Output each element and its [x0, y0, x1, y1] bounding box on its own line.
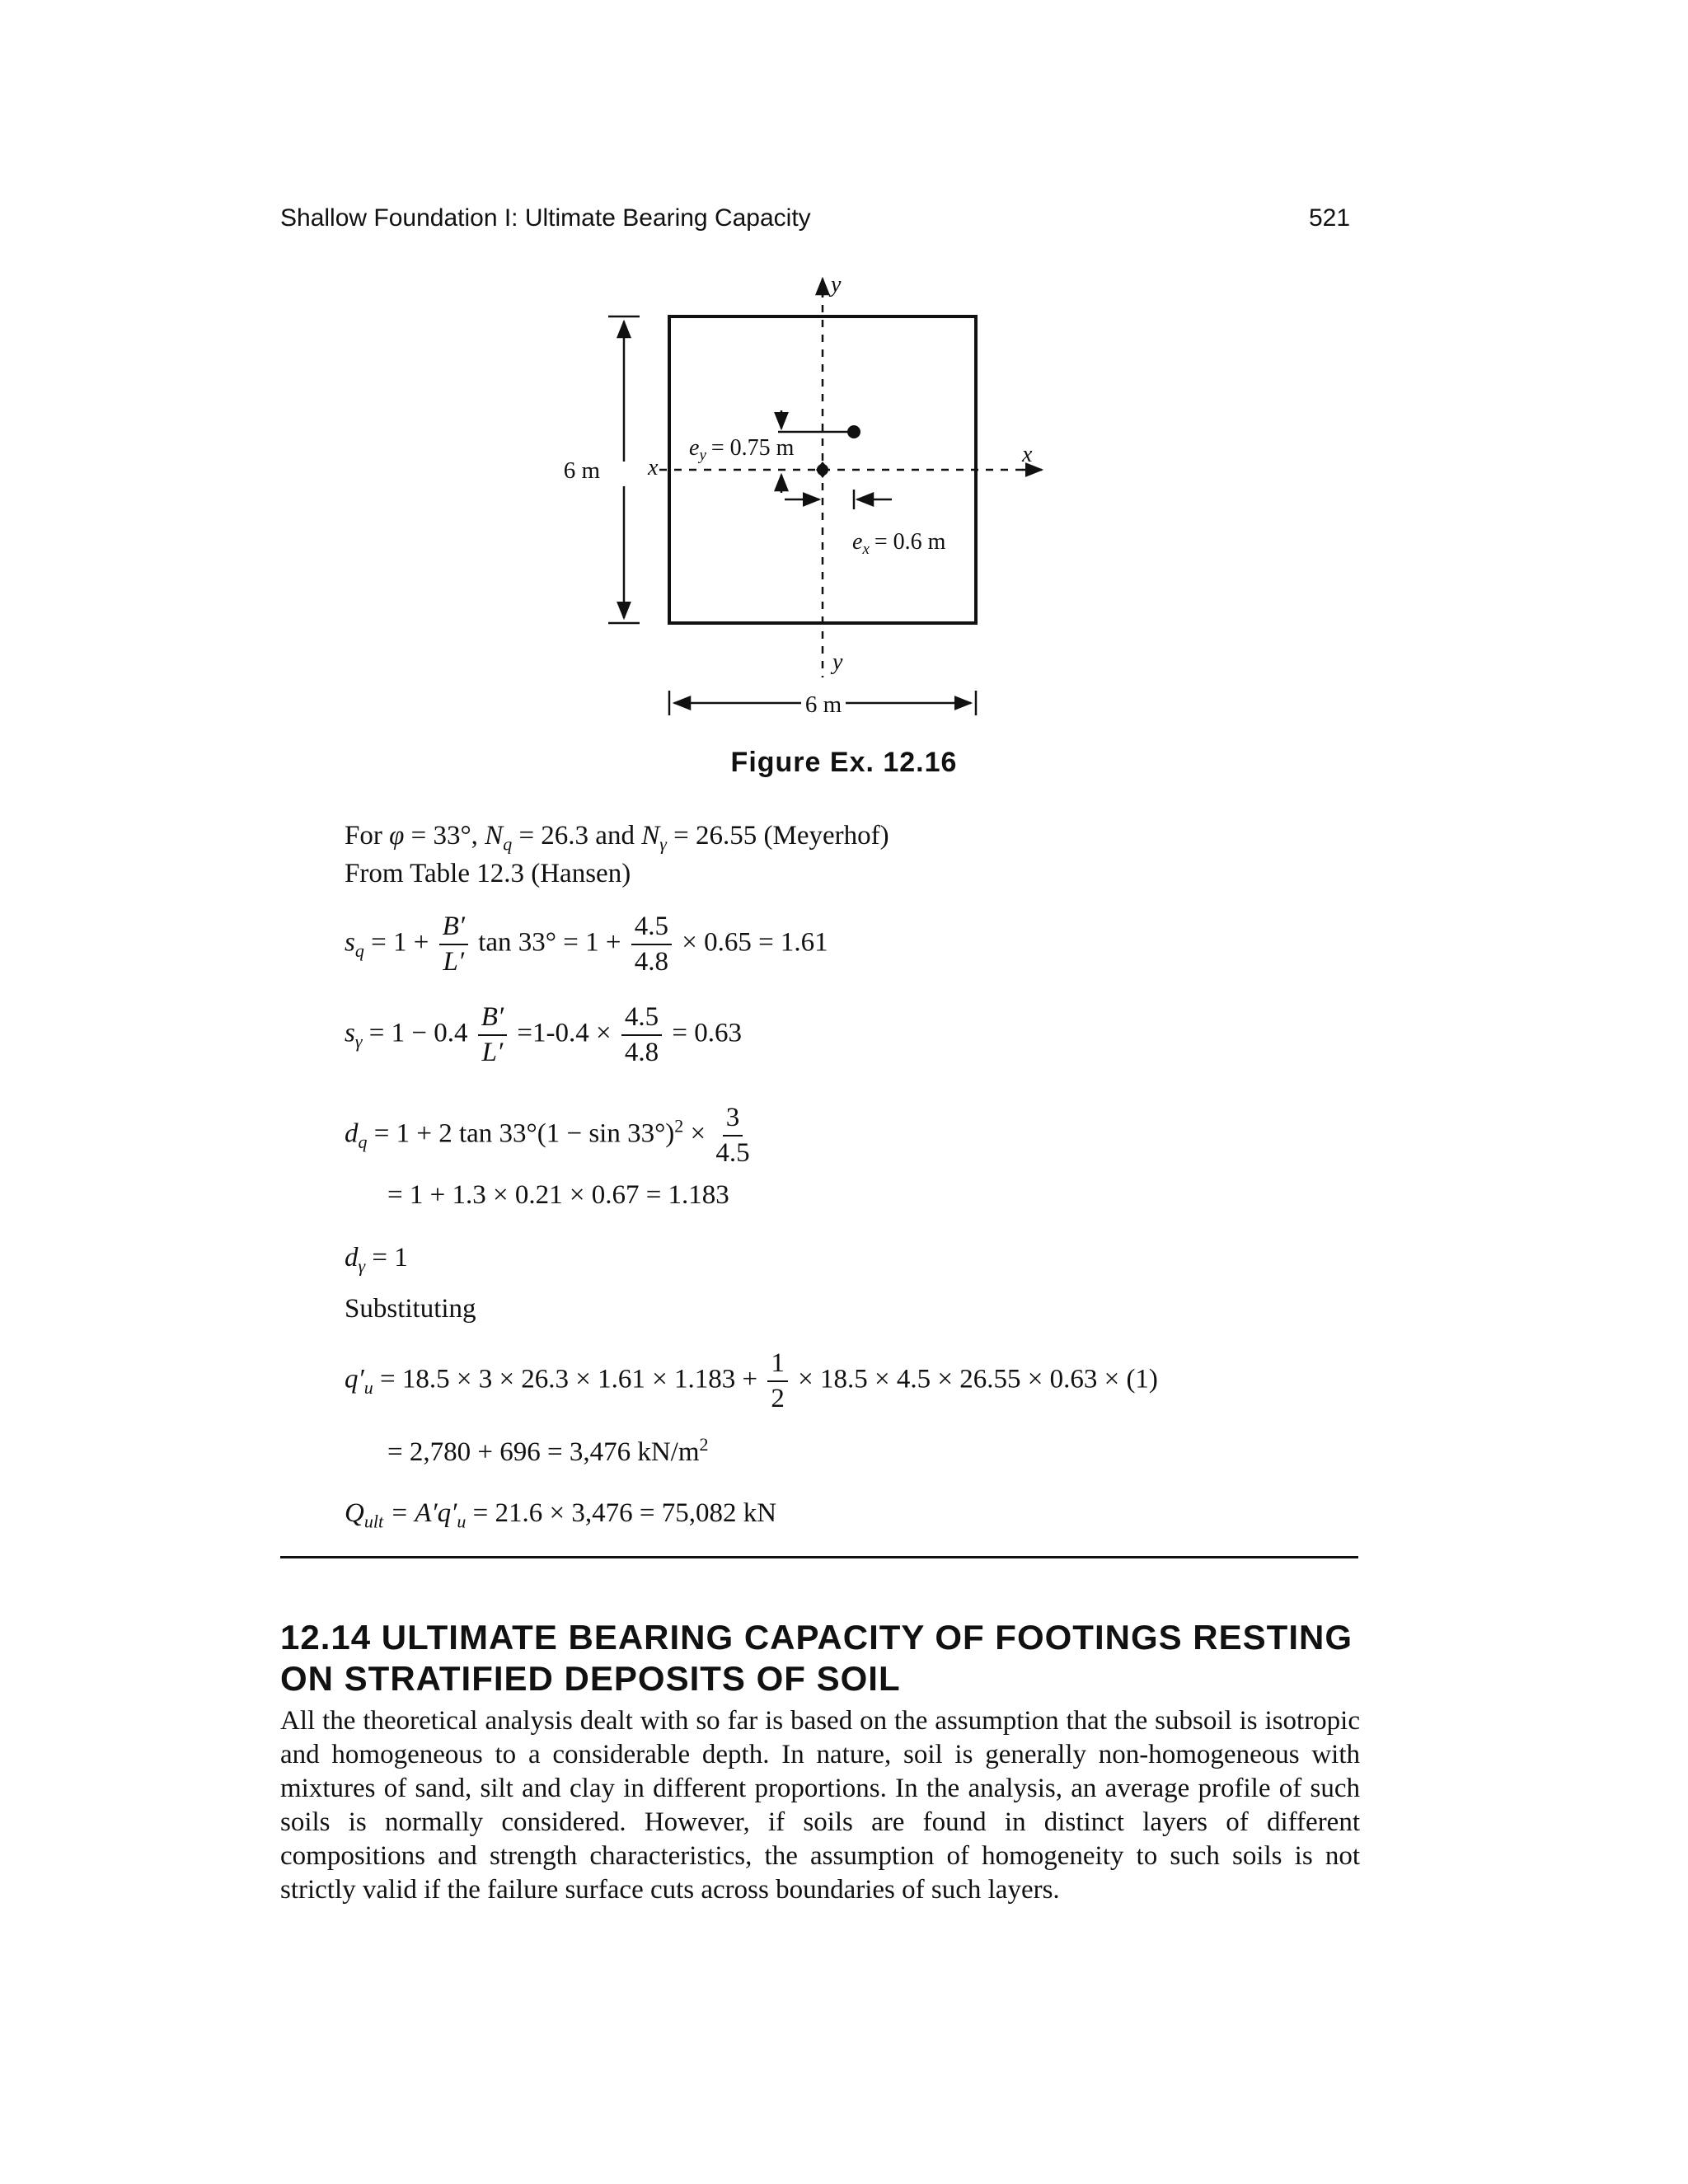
- solution-line-1: For φ = 33°, $N_q = 26.3$ and $N_\gamma = 26.55$ (Meyerhof): [345, 821, 889, 855]
- ey-label: $e_y = 0.75$ m: [689, 435, 795, 464]
- axis-x-right-label: x: [1022, 442, 1033, 467]
- section-heading: 12.14 ULTIMATE BEARING CAPACITY OF FOOTINGS RESTING ON STRATIFIED DEPOSITS OF SOIL: [280, 1618, 1353, 1698]
- solution-line-2: From Table 12.3 (Hansen): [345, 859, 631, 888]
- section-divider: [280, 1556, 1358, 1558]
- eq-sq: $s_q = 1$ + $\frac{B'}{L'}$ tan 33° = 1 + $\frac{4.5}{4.8}$ × 0.65 = 1.61: [345, 912, 828, 977]
- page-number: 521: [1309, 204, 1351, 232]
- ex-label: $e_x = 0.6$ m: [852, 529, 946, 558]
- height-label: 6 m: [563, 457, 600, 484]
- section-paragraph: All the theoretical analysis dealt with so far is based on the assumption that the subsoil is isotropic and homogeneous to a considerable depth. In nature, soil is generally non-homogeneous with mixtures of sand, silt and clay in different proportions. In the analysis, an average profile of such soils is normally considered. However, if soils are found in distinct layers of different compositions and strength characteristics, the assumption of homogeneity to such soils is not strictly valid if the failure surface cuts across boundaries of such layers.: [280, 1706, 1360, 1905]
- axis-y-top-label: y: [831, 272, 842, 298]
- eq-dq-line2: = 1 + 1.3 × 0.21 × 0.67 = 1.183: [387, 1180, 729, 1210]
- eq-qu-line2: = 2,780 + 696 = 3,476 $kN/m^2$: [387, 1434, 709, 1467]
- substituting-text: Substituting: [345, 1294, 476, 1324]
- running-title: Shallow Foundation I: Ultimate Bearing Capacity: [280, 204, 811, 232]
- eq-qult: $Q_{ult} = A'q'_u = 21.6 \times 3,476 = 75,082$ kN: [345, 1498, 777, 1532]
- eq-sgamma: $s_\gamma = 1 - 0.4$ $\frac{B'}{L'}$ =1-0.4 × $\frac{4.5}{4.8}$ = 0.63: [345, 1002, 742, 1067]
- eq-dgamma: $d_\gamma = 1$: [345, 1243, 408, 1277]
- centroid-diamond: [816, 462, 829, 478]
- width-label: 6 m: [804, 691, 842, 718]
- footing-diagram: [0, 0, 1688, 742]
- eq-qu: $q'_u = 18.5 \times 3 \times 26.3 \times 1.61 \times 1.183$ + $\frac{1}{2}$ × 18.5 × 4.5 × 26.55 × 0.63 × (1): [345, 1348, 1158, 1413]
- load-point: [847, 425, 860, 438]
- eq-dq: $d_q = 1 + 2$ $\tan 33^\circ(1 - \sin 33^\circ)^2$ × $\frac{3}{4.5}$: [345, 1103, 750, 1168]
- axis-y-bottom-label: y: [832, 649, 843, 675]
- figure-caption: Figure Ex. 12.16: [730, 747, 958, 778]
- axis-x-left-label: x: [648, 455, 659, 480]
